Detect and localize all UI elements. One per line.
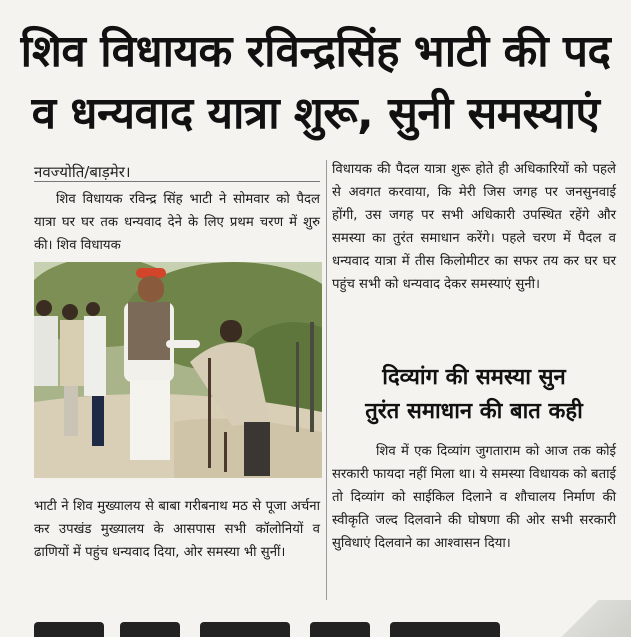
- byline: नवज्योति/बाड़मेर।: [34, 163, 131, 181]
- subheading-line-1: दिव्यांग की समस्या सुन: [382, 365, 566, 390]
- subheading-line-2: तुरंत समाधान की बात कही: [365, 399, 583, 424]
- article-paragraph-4: शिव में एक दिव्यांग जुगताराम को आज तक कोई सरकारी फायदा नहीं मिला था। ये समस्या विधायक को बताई तो दिव्यांग को साईकिल दिलाने व शौचालय निर्माण की स्वीकृति जल्द दिलवाने की घोषणा की ओर सभी सरकारी सुविधाएं दिलवाने का आश्वासन दिया।: [332, 444, 616, 551]
- headline-line-2: व धन्यवाद यात्रा शुरू, सुनी समस्याएं: [31, 88, 600, 139]
- article-paragraph-2: विधायक की पैदल यात्रा शुरू होते ही अधिकारियों को पहले से अवगत करवाया, कि मेरी जिस जगह पर जनसुनवाई होंगी, उस जगह पर सभी अधिकारी उपस्थित रहेंगे और समस्या का तुरंत समाधान करेंगे। पहले चरण में पैदल व धन्यवाद यात्रा में तीस किलोमीटर का सफर तय कर घर घर पहुंच सभी को धन्यवाद देकर समस्याएं सुनी।: [332, 162, 616, 292]
- byline-rule: [34, 181, 320, 182]
- article-paragraph-3: भाटी ने शिव मुख्यालय से बाबा गरीबनाथ मठ से पूजा अर्चना कर उपखंड मुख्यालय के आसपास सभी कॉलोनियों व ढाणियों में पहुंच धन्यवाद दिया, ओर समस्या भी सुनीं।: [34, 499, 320, 560]
- headline-line-1: शिव विधायक रविन्द्रसिंह भाटी की पद: [20, 26, 611, 77]
- news-photo: [34, 262, 322, 478]
- page-corner-curl: [551, 600, 631, 637]
- column-divider: [326, 160, 327, 600]
- article-paragraph-1: शिव विधायक रविन्द्र सिंह भाटी ने सोमवार को पैदल यात्रा घर घर तक धन्यवाद देने के लिए प्रथम चरण में शुरु की। शिव विधायक: [34, 192, 320, 253]
- photo-illustration: [34, 262, 322, 478]
- next-headline-fragment: [0, 612, 631, 637]
